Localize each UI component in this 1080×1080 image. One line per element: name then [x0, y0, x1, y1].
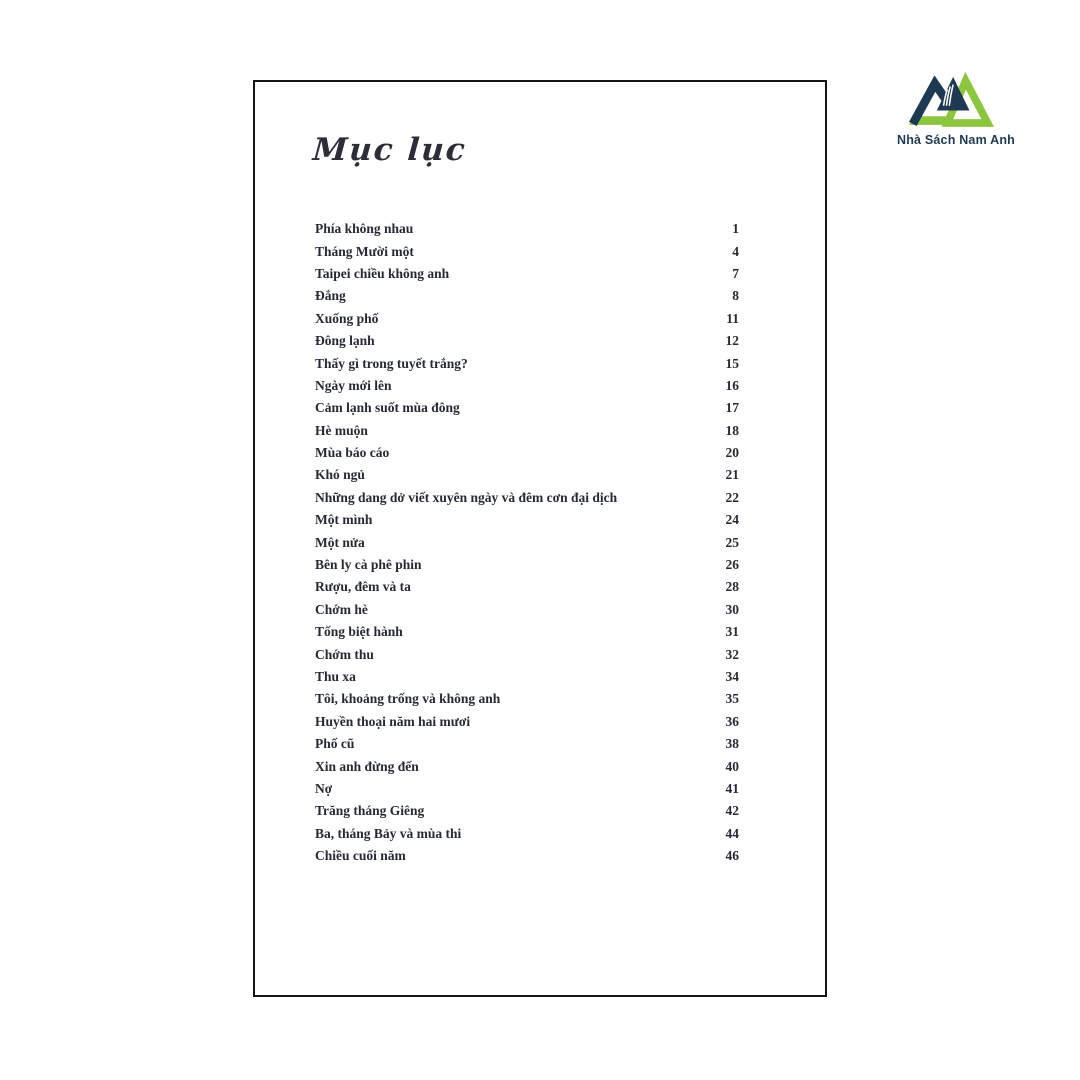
toc-entry-title: Ba, tháng Bảy và mùa thi — [315, 825, 462, 841]
toc-entry — [315, 464, 739, 486]
toc-entry-title: Xuống phố — [315, 310, 379, 326]
toc-entry — [315, 487, 739, 509]
toc-list — [315, 218, 739, 867]
toc-entry-page-number: 8 — [732, 288, 739, 304]
toc-entry-title: Chớm hè — [315, 601, 368, 617]
toc-entry-page-number: 16 — [725, 377, 739, 393]
toc-entry-page-number: 35 — [725, 691, 739, 707]
toc-entry-page-number: 22 — [725, 489, 739, 505]
toc-entry — [315, 330, 739, 352]
toc-entry-page-number: 12 — [725, 333, 739, 349]
toc-entry-title: Mùa báo cáo — [315, 445, 390, 461]
toc-entry-page-number: 34 — [725, 669, 739, 684]
toc-entry-title: Thu xa — [315, 669, 356, 684]
toc-entry — [315, 823, 739, 845]
toc-entry — [315, 845, 739, 867]
toc-entry-page-number: 31 — [725, 624, 739, 640]
toc-entry-title: Khó ngủ — [315, 467, 365, 483]
toc-entry-title: Tôi, khoảng trống và không anh — [315, 691, 501, 707]
toc-entry-page-number: 28 — [725, 579, 739, 595]
toc-entry — [315, 733, 739, 755]
toc-entry — [315, 554, 739, 576]
toc-entry-page-number: 26 — [725, 557, 739, 573]
toc-entry-title: Phía không nhau — [315, 221, 414, 237]
toc-entry-page-number: 1 — [732, 221, 739, 237]
toc-entry-title: Chớm thu — [315, 646, 374, 662]
toc-entry-title: Ngày mới lên — [315, 377, 392, 393]
toc-entry-title: Cảm lạnh suốt mùa đông — [315, 400, 460, 416]
toc-entry-page-number: 32 — [725, 646, 739, 662]
toc-entry — [315, 621, 739, 643]
toc-entry — [315, 688, 739, 710]
toc-entry-title: Tống biệt hành — [315, 624, 403, 640]
toc-entry-page-number: 30 — [725, 601, 739, 617]
toc-entry-title: Tháng Mười một — [315, 243, 414, 259]
toc-entry-page-number: 24 — [725, 512, 739, 528]
toc-entry-page-number: 40 — [725, 758, 739, 774]
toc-entry-page-number: 38 — [725, 736, 739, 752]
toc-entry-page-number: 44 — [725, 825, 739, 841]
toc-entry-page-number: 18 — [725, 422, 739, 438]
toc-entry-title: Bên ly cà phê phin — [315, 557, 422, 573]
toc-entry-page-number: 46 — [725, 848, 739, 864]
bookstore-logo-text: Nhà Sách Nam Anh — [896, 133, 1016, 147]
toc-entry-page-number: 36 — [725, 713, 739, 729]
toc-entry — [315, 263, 739, 285]
toc-entry-page-number: 42 — [725, 803, 739, 819]
toc-entry-title: Phố cũ — [315, 736, 355, 752]
toc-entry-title: Taipei chiều không anh — [315, 265, 450, 281]
toc-entry-title: Huyền thoại năm hai mươi — [315, 713, 471, 729]
toc-entry — [315, 352, 739, 374]
toc-entry — [315, 308, 739, 330]
toc-entry — [315, 509, 739, 531]
bookstore-logo — [893, 68, 1019, 147]
toc-entry-title: Chiều cuối năm — [315, 848, 406, 864]
toc-entry — [315, 576, 739, 598]
toc-entry-title: Nợ — [315, 780, 333, 796]
toc-entry — [315, 285, 739, 307]
toc-entry-page-number: 25 — [725, 534, 739, 550]
toc-entry-page-number: 21 — [725, 467, 739, 483]
toc-entry-page-number: 17 — [725, 400, 739, 416]
toc-entry-title: Hè muộn — [315, 422, 368, 438]
toc-entry-title: Rượu, đêm và ta — [315, 579, 411, 595]
toc-entry-title: Một nửa — [315, 534, 365, 550]
toc-entry-title: Thấy gì trong tuyết trắng? — [315, 355, 468, 371]
book-page — [253, 80, 827, 997]
toc-entry — [315, 218, 739, 240]
toc-entry-title: Trăng tháng Giêng — [315, 803, 425, 819]
toc-entry-title: Xin anh đừng đến — [315, 758, 419, 774]
toc-entry — [315, 711, 739, 733]
toc-entry-page-number: 4 — [732, 243, 739, 259]
toc-entry — [315, 531, 739, 553]
mountain-book-logo-icon — [908, 68, 1004, 130]
toc-entry — [315, 643, 739, 665]
toc-entry — [315, 420, 739, 442]
toc-entry-title: Đắng — [315, 288, 346, 304]
toc-entry-page-number: 41 — [725, 780, 739, 796]
toc-entry-title: Đông lạnh — [315, 333, 375, 349]
toc-entry — [315, 800, 739, 822]
toc-entry — [315, 666, 739, 688]
toc-entry-page-number: 11 — [726, 310, 739, 326]
toc-entry — [315, 755, 739, 777]
toc-entry-page-number: 7 — [732, 265, 739, 281]
toc-entry — [315, 375, 739, 397]
toc-entry — [315, 599, 739, 621]
toc-entry-page-number: 20 — [725, 445, 739, 461]
toc-entry — [315, 778, 739, 800]
toc-entry-title: Một mình — [315, 512, 373, 528]
toc-entry-title: Những dang dở viết xuyên ngày và đêm cơn đại dịch — [315, 489, 618, 505]
toc-entry — [315, 397, 739, 419]
toc-entry — [315, 442, 739, 464]
page-title: Mục lục — [311, 132, 468, 168]
toc-entry-page-number: 15 — [725, 355, 739, 371]
toc-entry — [315, 240, 739, 262]
